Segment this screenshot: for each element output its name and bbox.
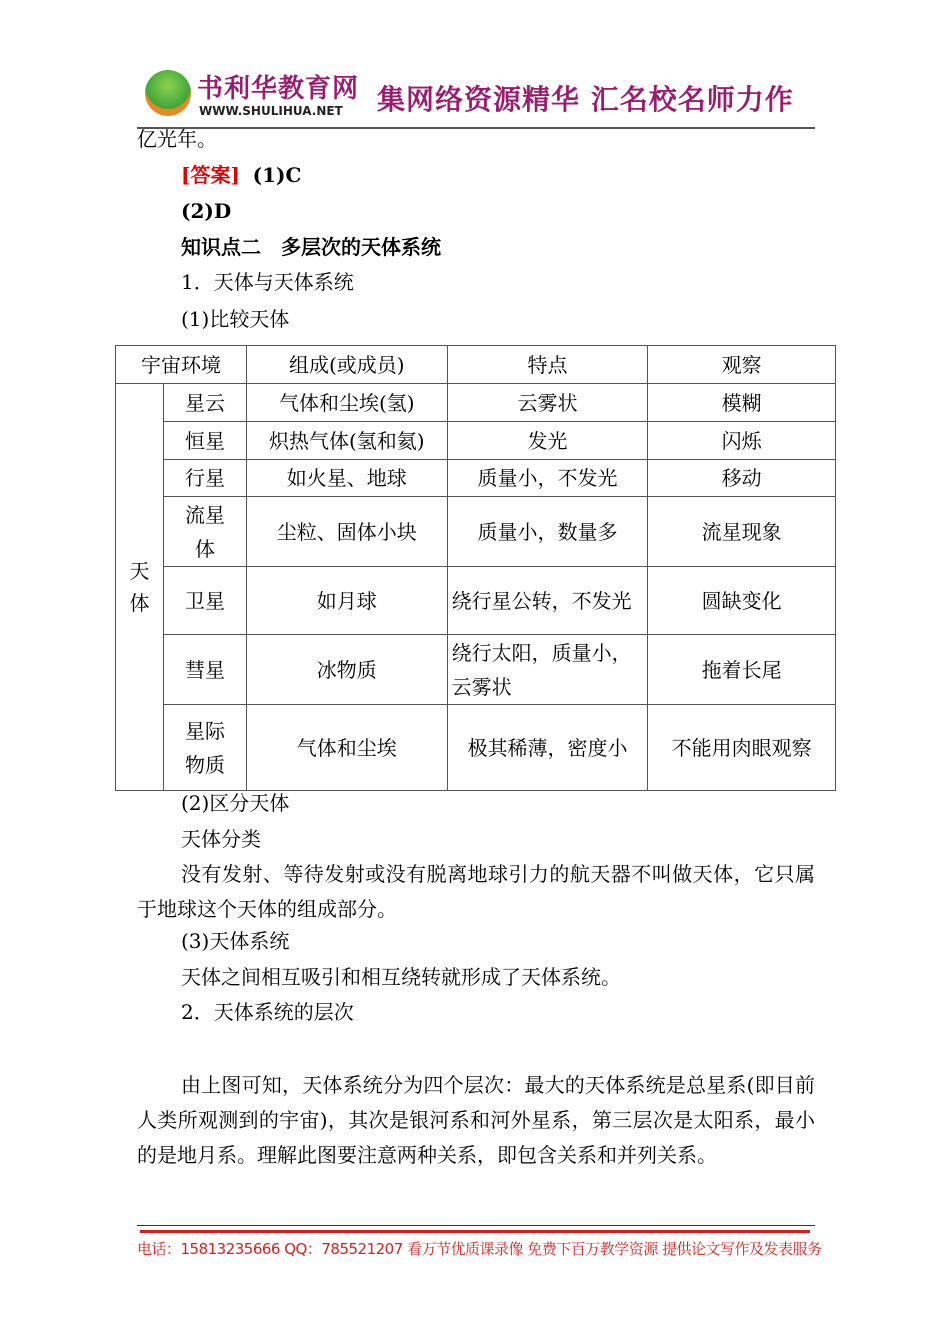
cell: 行星 [163,460,246,497]
table-row [116,384,836,422]
celestial-body-table [115,345,836,791]
footer-text: 电话：15813235666 QQ：785521207 看万节优质课录像 免费下百万教学资源 提供论文写作及发表服务 [137,1240,822,1258]
text-line: 天体之间相互吸引和相互绕转就形成了天体系统。 [181,965,621,989]
table-row [116,705,836,791]
answer-1: (1)C [252,163,302,187]
table-row [116,422,836,460]
answer-line [181,158,301,193]
header-divider [137,127,815,129]
cell: 不能用肉眼观察 [648,705,836,791]
header-cell: 观察 [648,346,836,384]
cell: 卫星 [163,567,246,635]
cell: 炽热气体(氢和氦) [246,422,447,460]
cell: 流星体 [163,497,246,567]
answer-tag: [答案] [181,163,240,187]
header-cell: 特点 [447,346,648,384]
table-row [116,497,836,567]
brand-name: 书利华教育网 [197,74,360,104]
cell: 星际物质 [163,705,246,791]
subheading: (3)天体系统 [181,929,290,953]
cell: 绕行太阳，质量小，云雾状 [447,635,648,705]
cell: 流星现象 [648,497,836,567]
slogan: 集网络资源精华 汇名校名师力作 [377,83,794,116]
cell: 模糊 [648,384,836,422]
header-cell: 宇宙环境 [116,346,247,384]
cell: 质量小，不发光 [447,460,648,497]
cell: 尘粒、固体小块 [246,497,447,567]
group-cell: 天体 [116,384,164,791]
cell: 极其稀薄，密度小 [447,705,648,791]
table-header-row [116,346,836,384]
paragraph: 没有发射、等待发射或没有脱离地球引力的航天器不叫做天体，它只属于地球这个天体的组成部分。 [137,862,815,921]
cell: 恒星 [163,422,246,460]
header-banner [137,66,815,128]
cell: 气体和尘埃 [246,705,447,791]
table-row [116,567,836,635]
cell: 闪烁 [648,422,836,460]
section-title: 知识点二 多层次的天体系统 [181,235,441,259]
subheading: 1．天体与天体系统 [181,270,354,294]
footer-divider-red [140,1230,810,1233]
text-line: 亿光年。 [137,127,217,151]
text-line: 天体分类 [181,827,261,851]
cell: 绕行星公转，不发光 [447,567,648,635]
subheading: (2)区分天体 [181,791,290,815]
subheading: (1)比较天体 [181,307,290,331]
cell: 质量小，数量多 [447,497,648,567]
cell: 如月球 [246,567,447,635]
cell: 彗星 [163,635,246,705]
cell: 气体和尘埃(氢) [246,384,447,422]
header-cell: 组成(或成员) [246,346,447,384]
table-row [116,460,836,497]
table-row [116,635,836,705]
answer-2: (2)D [181,199,232,223]
cell: 拖着长尾 [648,635,836,705]
logo-icon [145,70,191,116]
subheading: 2．天体系统的层次 [181,1000,354,1024]
cell: 移动 [648,460,836,497]
cell: 云雾状 [447,384,648,422]
cell: 发光 [447,422,648,460]
cell: 圆缺变化 [648,567,836,635]
footer-divider [137,1225,815,1226]
brand-url: WWW.SHULIHUA.NET [199,104,343,118]
paragraph: 由上图可知，天体系统分为四个层次：最大的天体系统是总星系(即目前人类所观测到的宇宙)，其次是银河系和河外星系，第三层次是太阳系，最小的是地月系。理解此图要注意两种关系，即包含关系和并列关系。 [137,1073,815,1167]
cell: 如火星、地球 [246,460,447,497]
cell: 冰物质 [246,635,447,705]
cell: 星云 [163,384,246,422]
